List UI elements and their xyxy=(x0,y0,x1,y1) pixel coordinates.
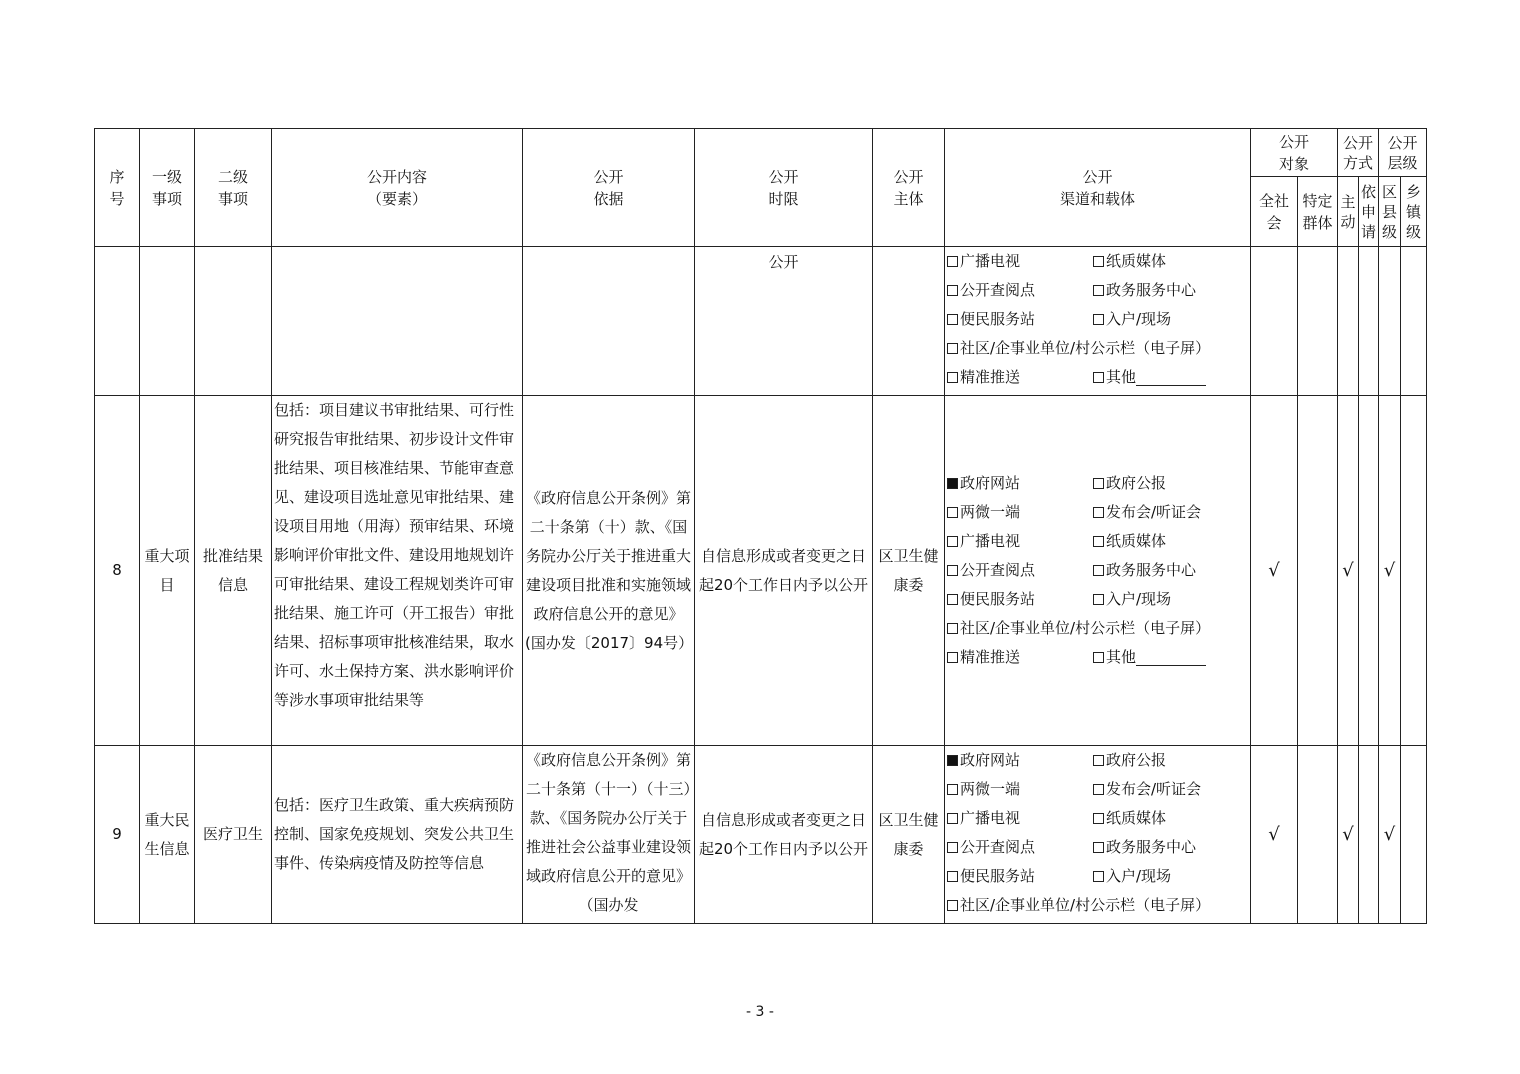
table-row xyxy=(95,247,1427,396)
row-specific-group xyxy=(1298,746,1338,924)
page-number: - 3 - xyxy=(746,1004,774,1020)
table-row xyxy=(95,396,1427,746)
header-content: 公开内容 （要素） xyxy=(272,129,523,247)
channel-option[interactable] xyxy=(947,643,1093,672)
channel-option[interactable] xyxy=(1093,862,1171,891)
row-channels xyxy=(945,396,1251,746)
channel-label: 公开查阅点 xyxy=(960,561,1036,579)
row-seq: 9 xyxy=(95,746,140,924)
row-channels xyxy=(945,247,1251,396)
channel-label: 纸质媒体 xyxy=(1106,532,1167,550)
channel-label: 两微一端 xyxy=(960,780,1021,798)
channel-option[interactable] xyxy=(947,804,1093,833)
channel-label: 广播电视 xyxy=(960,252,1021,270)
channel-label: 公开查阅点 xyxy=(960,281,1036,299)
channel-label: 便民服务站 xyxy=(960,867,1036,885)
channel-label: 便民服务站 xyxy=(960,310,1036,328)
checked-box-icon[interactable] xyxy=(947,755,958,766)
checkbox-icon[interactable] xyxy=(947,256,958,267)
channel-label: 政府公报 xyxy=(1106,474,1167,492)
channel-option[interactable] xyxy=(947,891,1210,920)
channel-option[interactable] xyxy=(947,469,1093,498)
channel-option[interactable] xyxy=(947,527,1093,556)
channel-option[interactable] xyxy=(947,585,1093,614)
channel-option[interactable] xyxy=(1093,775,1201,804)
channel-option[interactable] xyxy=(1093,276,1196,305)
channel-label: 入户/现场 xyxy=(1106,310,1172,328)
row-proactive: √ xyxy=(1338,746,1359,924)
channel-label: 精准推送 xyxy=(960,648,1021,666)
row-specific-group xyxy=(1298,247,1338,396)
row-district-level: √ xyxy=(1379,396,1401,746)
row-subject xyxy=(873,247,945,396)
channel-row xyxy=(947,527,1248,556)
channel-option[interactable] xyxy=(1093,585,1171,614)
header-level1: 一级 事项 xyxy=(140,129,195,247)
checkbox-icon[interactable] xyxy=(947,372,958,383)
channel-option[interactable] xyxy=(947,775,1093,804)
channel-option[interactable] xyxy=(947,498,1093,527)
channel-option[interactable] xyxy=(1093,804,1166,833)
row-seq xyxy=(95,247,140,396)
row-level1: 重大民 生信息 xyxy=(140,746,195,924)
channel-option[interactable] xyxy=(947,305,1093,334)
blank-line xyxy=(1136,649,1206,666)
row-basis xyxy=(523,247,695,396)
row-time-limit: 公开 xyxy=(695,247,873,396)
channel-row xyxy=(947,556,1248,585)
row-specific-group xyxy=(1298,396,1338,746)
channel-row xyxy=(947,334,1248,363)
channel-option[interactable] xyxy=(1093,746,1166,775)
channel-label: 两微一端 xyxy=(960,503,1021,521)
checkbox-icon[interactable] xyxy=(1093,314,1104,325)
channel-row xyxy=(947,746,1248,775)
row-basis: 《政府信息公开条例》第二十条第（十）款、《国务院办公厅关于推进重大建设项目批准和实施领域政府信息公开的意见》(国办发〔2017〕94号） xyxy=(523,396,695,746)
channel-option[interactable] xyxy=(1093,527,1166,556)
row-channels xyxy=(945,746,1251,924)
checkbox-icon[interactable] xyxy=(1093,813,1104,824)
row-on-request xyxy=(1359,746,1379,924)
checkbox-icon[interactable] xyxy=(947,314,958,325)
channel-row xyxy=(947,363,1248,392)
row-proactive xyxy=(1338,247,1359,396)
channel-list xyxy=(947,469,1248,672)
disclosure-table xyxy=(94,128,1427,924)
checkbox-icon[interactable] xyxy=(947,842,958,853)
checkbox-icon[interactable] xyxy=(1093,652,1104,663)
header-all-society: 全社 会 xyxy=(1251,177,1298,247)
channel-row xyxy=(947,305,1248,334)
header-time-limit: 公开 时限 xyxy=(695,129,873,247)
channel-row xyxy=(947,498,1248,527)
channel-row xyxy=(947,862,1248,891)
channel-option[interactable] xyxy=(947,363,1093,392)
header-level2: 二级 事项 xyxy=(195,129,272,247)
channel-row xyxy=(947,775,1248,804)
checkbox-icon[interactable] xyxy=(947,784,958,795)
channel-list xyxy=(947,247,1248,392)
channel-label: 入户/现场 xyxy=(1106,590,1172,608)
channel-option[interactable] xyxy=(1093,556,1196,585)
channel-row xyxy=(947,585,1248,614)
channel-label: 发布会/听证会 xyxy=(1106,780,1202,798)
channel-label: 广播电视 xyxy=(960,532,1021,550)
header-district-level: 区 县 级 xyxy=(1379,177,1401,247)
header-level-group: 公开 层级 xyxy=(1379,129,1427,177)
channel-option[interactable] xyxy=(947,862,1093,891)
channel-option[interactable] xyxy=(1093,498,1201,527)
channel-label: 其他 xyxy=(1106,648,1137,666)
row-content: 包括：医疗卫生政策、重大疾病预防控制、国家免疫规划、突发公共卫生事件、传染病疫情及防控等信息 xyxy=(272,746,523,924)
channel-row xyxy=(947,833,1248,862)
row-basis: 《政府信息公开条例》第二十条第（十一）（十三）款、《国务院办公厅关于推进社会公益事业建设领域政府信息公开的意见》（国办发 xyxy=(523,746,695,924)
channel-row xyxy=(947,804,1248,833)
channel-row xyxy=(947,276,1248,305)
row-level1: 重大项 目 xyxy=(140,396,195,746)
checkbox-icon[interactable] xyxy=(947,623,958,634)
checkbox-icon[interactable] xyxy=(947,871,958,882)
row-all-society: √ xyxy=(1251,746,1298,924)
checkbox-icon[interactable] xyxy=(1093,478,1104,489)
channel-option[interactable] xyxy=(947,556,1093,585)
channel-label: 精准推送 xyxy=(960,368,1021,386)
checkbox-icon[interactable] xyxy=(947,565,958,576)
channel-label: 政务服务中心 xyxy=(1106,281,1197,299)
checkbox-icon[interactable] xyxy=(1093,842,1104,853)
checkbox-icon[interactable] xyxy=(1093,507,1104,518)
channel-list xyxy=(947,746,1248,920)
checkbox-icon[interactable] xyxy=(1093,565,1104,576)
row-level2: 医疗卫生 xyxy=(195,746,272,924)
channel-label: 其他 xyxy=(1106,368,1137,386)
row-level1 xyxy=(140,247,195,396)
checked-box-icon[interactable] xyxy=(947,478,958,489)
channel-row xyxy=(947,643,1248,672)
checkbox-icon[interactable] xyxy=(1093,871,1104,882)
row-level2: 批准结果 信息 xyxy=(195,396,272,746)
checkbox-icon[interactable] xyxy=(1093,594,1104,605)
channel-option[interactable] xyxy=(947,833,1093,862)
row-content xyxy=(272,247,523,396)
row-time-limit: 自信息形成或者变更之日起20个工作日内予以公开 xyxy=(695,746,873,924)
row-district-level: √ xyxy=(1379,746,1401,924)
channel-row xyxy=(947,614,1248,643)
row-subject: 区卫生健 康委 xyxy=(873,396,945,746)
channel-option[interactable] xyxy=(947,334,1210,363)
checkbox-icon[interactable] xyxy=(1093,755,1104,766)
header-specific-group: 特定 群体 xyxy=(1298,177,1338,247)
row-township-level xyxy=(1401,746,1427,924)
header-seq: 序 号 xyxy=(95,129,140,247)
checkbox-icon[interactable] xyxy=(947,536,958,547)
checkbox-icon[interactable] xyxy=(947,343,958,354)
row-district-level xyxy=(1379,247,1401,396)
header-basis: 公开 依据 xyxy=(523,129,695,247)
channel-label: 发布会/听证会 xyxy=(1106,503,1202,521)
channel-option[interactable] xyxy=(1093,247,1166,276)
channel-label: 纸质媒体 xyxy=(1106,252,1167,270)
checkbox-icon[interactable] xyxy=(1093,372,1104,383)
channel-label: 政府网站 xyxy=(960,751,1021,769)
channel-label: 社区/企事业单位/村公示栏（电子屏） xyxy=(960,339,1211,357)
row-township-level xyxy=(1401,247,1427,396)
channel-row xyxy=(947,247,1248,276)
channel-option[interactable] xyxy=(947,247,1093,276)
channel-option[interactable] xyxy=(1093,363,1206,392)
row-township-level xyxy=(1401,396,1427,746)
channel-option[interactable] xyxy=(1093,469,1166,498)
channel-row xyxy=(947,469,1248,498)
channel-label: 便民服务站 xyxy=(960,590,1036,608)
channel-option[interactable] xyxy=(947,276,1093,305)
header-township-level: 乡 镇 级 xyxy=(1401,177,1427,247)
checkbox-icon[interactable] xyxy=(947,594,958,605)
row-content: 包括：项目建议书审批结果、可行性研究报告审批结果、初步设计文件审批结果、项目核准结果、节能审查意见、建设项目选址意见审批结果、建设项目用地（用海）预审结果、环境影响评价审批文件、建设用地规划许可审批结果、建设工程规划类许可审批结果、施工许可（开工报告）审批结果、招标事项审批核准结果，取水许可、水土保持方案、洪水影响评价等涉水事项审批结果等 xyxy=(272,396,523,746)
channel-option[interactable] xyxy=(1093,833,1196,862)
checkbox-icon[interactable] xyxy=(947,900,958,911)
channel-label: 社区/企事业单位/村公示栏（电子屏） xyxy=(960,896,1211,914)
header-channel: 公开 渠道和载体 xyxy=(945,129,1251,247)
header-audience-group: 公开 对象 xyxy=(1251,129,1338,177)
row-all-society xyxy=(1251,247,1298,396)
row-level2 xyxy=(195,247,272,396)
header-on-request: 依 申 请 xyxy=(1359,177,1379,247)
channel-row xyxy=(947,891,1248,920)
channel-label: 社区/企事业单位/村公示栏（电子屏） xyxy=(960,619,1211,637)
checkbox-icon[interactable] xyxy=(947,813,958,824)
blank-line xyxy=(1136,369,1206,386)
channel-label: 广播电视 xyxy=(960,809,1021,827)
channel-option[interactable] xyxy=(947,614,1210,643)
header-proactive: 主 动 xyxy=(1338,177,1359,247)
row-time-limit: 自信息形成或者变更之日起20个工作日内予以公开 xyxy=(695,396,873,746)
checkbox-icon[interactable] xyxy=(1093,256,1104,267)
checkbox-icon[interactable] xyxy=(947,285,958,296)
row-all-society: √ xyxy=(1251,396,1298,746)
row-on-request xyxy=(1359,247,1379,396)
header-method-group: 公开 方式 xyxy=(1338,129,1379,177)
header-subject: 公开 主体 xyxy=(873,129,945,247)
channel-option[interactable] xyxy=(1093,643,1206,672)
channel-label: 政府公报 xyxy=(1106,751,1167,769)
row-subject: 区卫生健 康委 xyxy=(873,746,945,924)
row-seq: 8 xyxy=(95,396,140,746)
checkbox-icon[interactable] xyxy=(1093,285,1104,296)
channel-label: 公开查阅点 xyxy=(960,838,1036,856)
channel-option[interactable] xyxy=(947,746,1093,775)
channel-label: 政府网站 xyxy=(960,474,1021,492)
channel-label: 政务服务中心 xyxy=(1106,838,1197,856)
channel-label: 纸质媒体 xyxy=(1106,809,1167,827)
channel-label: 政务服务中心 xyxy=(1106,561,1197,579)
checkbox-icon[interactable] xyxy=(947,507,958,518)
checkbox-icon[interactable] xyxy=(1093,784,1104,795)
checkbox-icon[interactable] xyxy=(1093,536,1104,547)
channel-label: 入户/现场 xyxy=(1106,867,1172,885)
checkbox-icon[interactable] xyxy=(947,652,958,663)
row-on-request xyxy=(1359,396,1379,746)
channel-option[interactable] xyxy=(1093,305,1171,334)
table-row xyxy=(95,746,1427,924)
row-proactive: √ xyxy=(1338,396,1359,746)
